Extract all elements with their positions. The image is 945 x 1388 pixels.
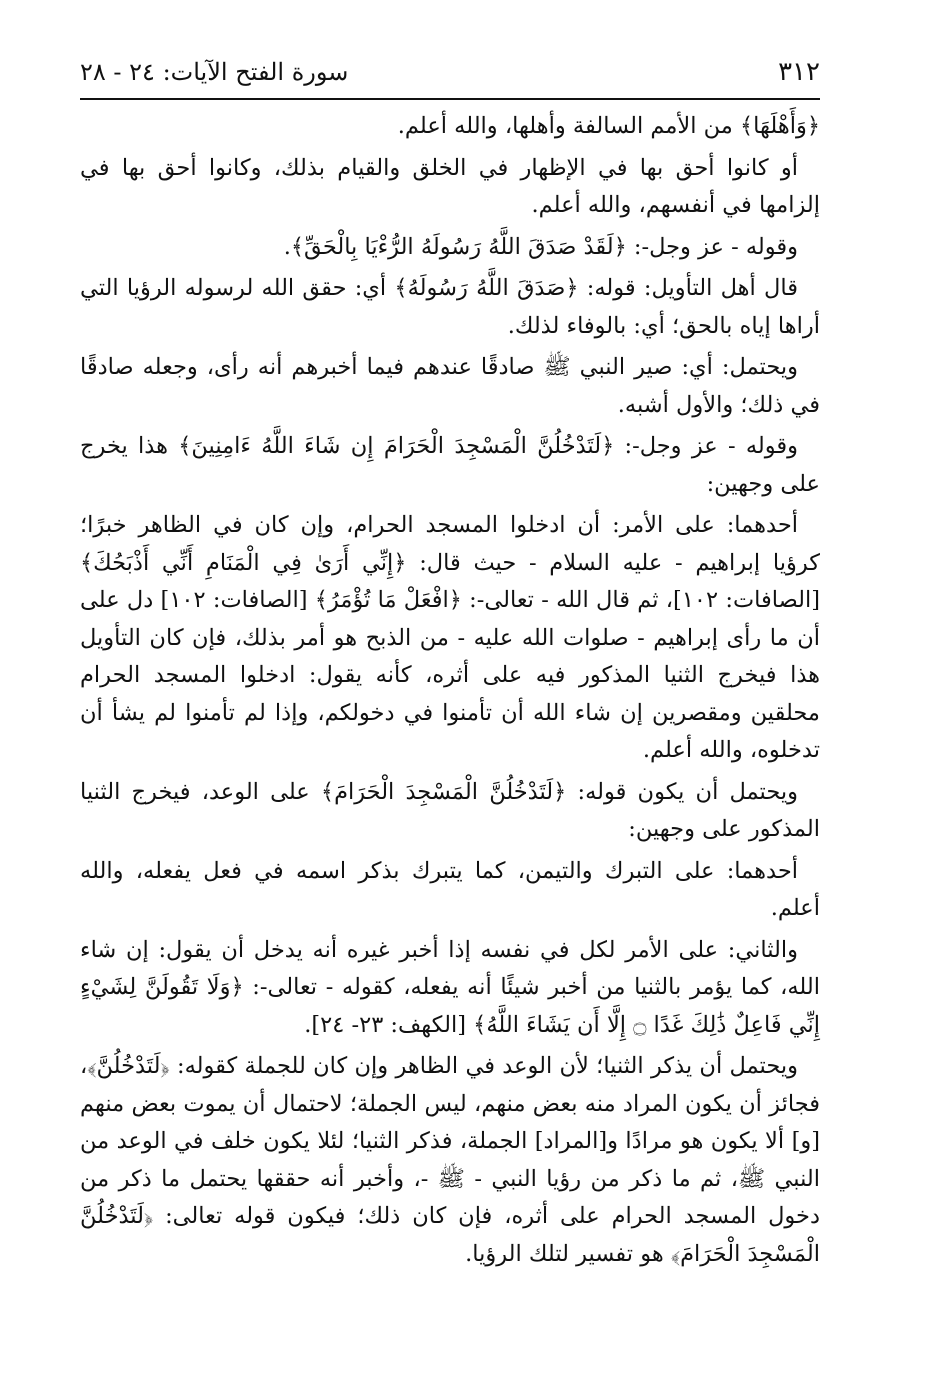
- paragraph: قال أهل التأويل: قوله: ﴿صَدَقَ اللَّهُ رَسُولَهُ﴾ أي: حقق الله لرسوله الرؤيا التي أراها إياه بالحق؛ أي: بالوفاء لذلك.: [80, 275, 820, 339]
- paragraph: ﴿وَأَهْلَهَا﴾ من الأمم السالفة وأهلها، والله أعلم.: [397, 113, 820, 139]
- paragraph: والثاني: على الأمر لكل في نفسه إذا أخبر غيره أنه يدخل أن يقول: إن شاء الله، كما يؤمر بالثنيا من أخبر شيئًا أنه يفعله، كقوله - تعالى-: ﴿وَلَا تَقُولَنَّ لِشَيْءٍ إِنِّي فَاعِلٌ ذَٰلِكَ غَدًا ۝ إِلَّا أَن يَشَاءَ اللَّهُ﴾ [الكهف: ٢٣- ٢٤].: [80, 936, 820, 1038]
- page-body: [80, 108, 820, 1277]
- paragraph: أو كانوا أحق بها في الإظهار في الخلق والقيام بذلك، وكانوا أحق بها في إلزامها في أنفسهم، والله أعلم.: [80, 154, 820, 218]
- running-title: سورة الفتح الآيات: ٢٤ - ٢٨: [80, 58, 349, 86]
- paragraph: أحدهما: على التبرك والتيمن، كما يتبرك بذكر اسمه في فعل يفعله، والله أعلم.: [80, 857, 820, 921]
- paragraph: وقوله - عز وجل-: ﴿لَقَدْ صَدَقَ اللَّهُ رَسُولَهُ الرُّءْيَا بِالْحَقِّ﴾.: [283, 233, 798, 260]
- paragraph: ويحتمل أن يذكر الثنيا؛ لأن الوعد في الظاهر وإن كان للجملة كقوله: ﴿لَتَدْخُلُنَّ﴾، فجائز أن يكون المراد منه بعض منهم، ليس الجملة؛ لاحتمال أن يموت بعض منهم [و] ألا يكون هو مرادًا و[المراد] الجملة، فذكر الثنيا؛ لئلا يكون خلف في الوعد من النبي ﷺ، ثم ما ذكر من رؤيا النبي - ﷺ -، وأخبر أنه حققها يحتمل ما ذكر من دخول المسجد الحرام على أثره، فإن كان ذلك؛ فيكون قوله تعالى: ﴿لَتَدْخُلُنَّ الْمَسْجِدَ الْحَرَامَ﴾ هو تفسير لتلك الرؤيا.: [80, 1053, 820, 1267]
- page-number: ٣١٢: [778, 57, 820, 87]
- paragraph: ويحتمل أن يكون قوله: ﴿لَتَدْخُلُنَّ الْمَسْجِدَ الْحَرَامَ﴾ على الوعد، فيخرج الثنيا المذكور على وجهين:: [80, 778, 820, 842]
- paragraph: وقوله - عز وجل-: ﴿لَتَدْخُلُنَّ الْمَسْجِدَ الْحَرَامَ إِن شَاءَ اللَّهُ ءَامِنِينَ﴾ هذا يخرج على وجهين:: [80, 433, 820, 497]
- paragraph: أحدهما: على الأمر: أن ادخلوا المسجد الحرام، وإن كان في الظاهر خبرًا؛ كرؤيا إبراهيم - عليه السلام - حيث قال: ﴿إِنِّي أَرَىٰ فِي الْمَنَامِ أَنِّي أَذْبَحُكَ﴾ [الصافات: ١٠٢]، ثم قال الله - تعالى-: ﴿افْعَلْ مَا تُؤْمَرُ﴾ [الصافات: ١٠٢] دل على أن ما رأى إبراهيم - صلوات الله عليه - من الذبح هو أمر بذلك، فإن كان التأويل هذا فيخرج الثنيا المذكور فيه على أثره، كأنه يقول: ادخلوا المسجد الحرام محلقين ومقصرين إن شاء الله أن تأمنوا في دخولكم، وإذا لم تأمنوا لم يشأ أن تدخلوه، والله أعلم.: [80, 512, 821, 763]
- paragraph: ويحتمل: أي: صير النبي ﷺ صادقًا عندهم فيما أخبرهم أنه رأى، وجعله صادقًا في ذلك؛ والأول أشبه.: [80, 354, 820, 418]
- page-header: [80, 52, 820, 100]
